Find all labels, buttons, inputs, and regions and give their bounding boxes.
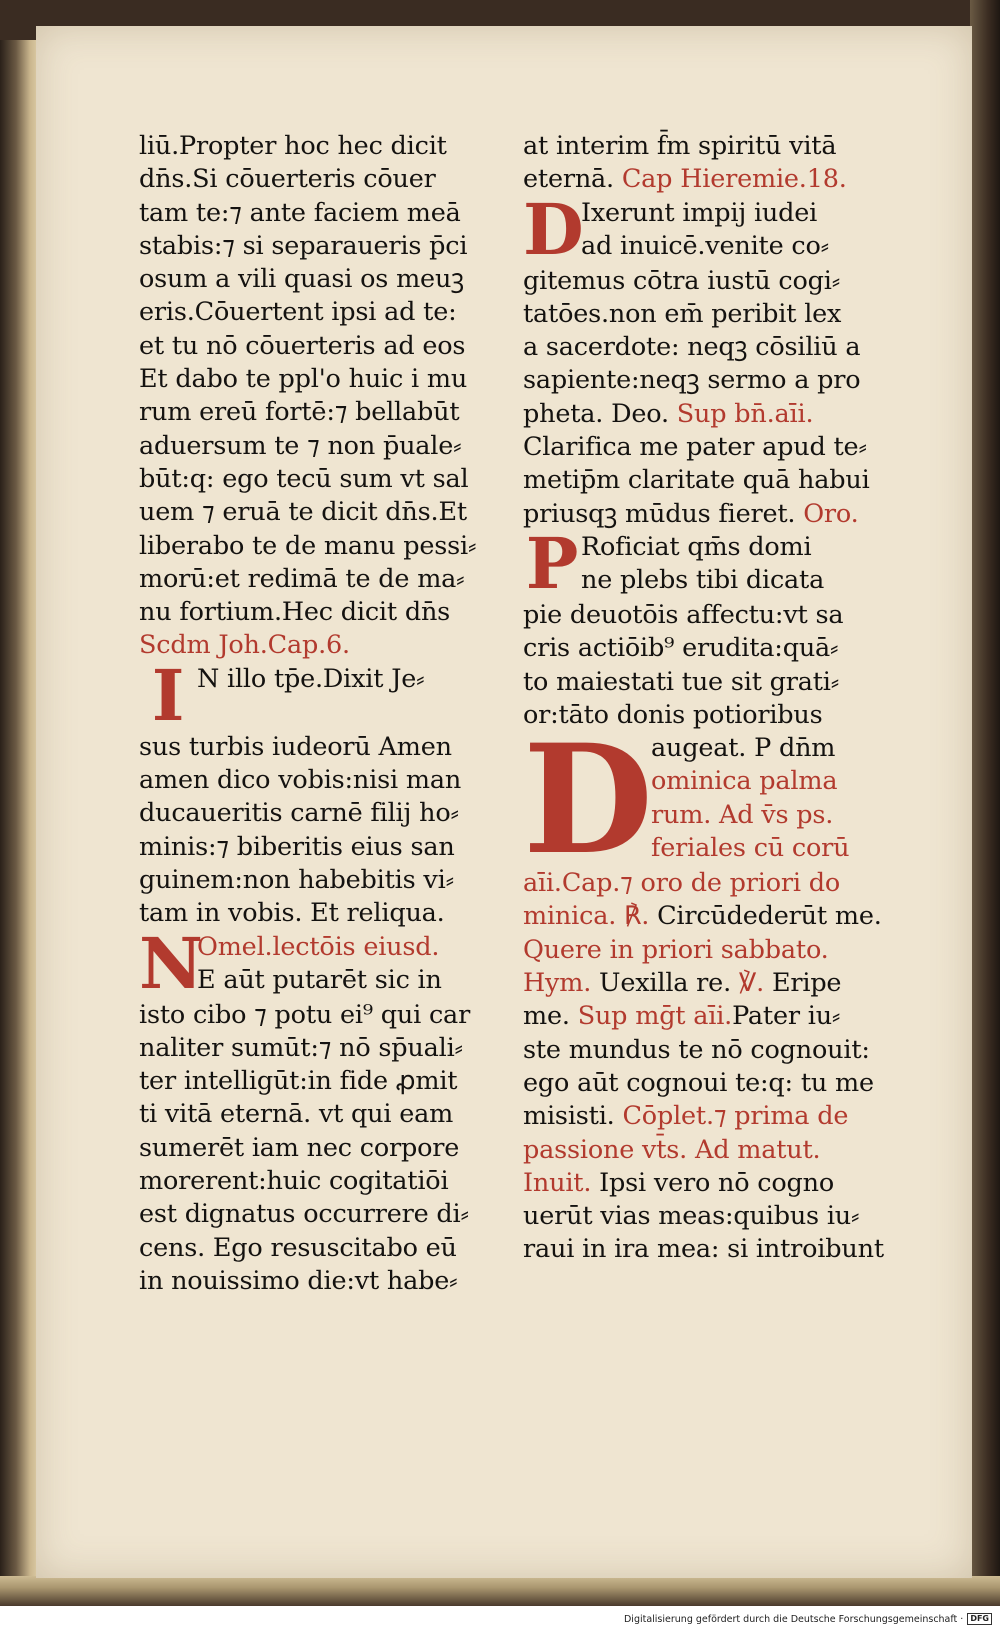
body-text: guinem:non habebitis vi⸗ — [139, 864, 454, 895]
left-block-rubric-1 — [139, 629, 559, 662]
body-text: et tu nō cōuerteris ad eos — [139, 330, 466, 361]
text-line — [523, 498, 963, 531]
body-text: ter intelligūt:in fide ꝓmit — [139, 1066, 458, 1097]
text-line — [139, 999, 559, 1032]
text-line — [523, 431, 963, 464]
text-line — [139, 430, 559, 463]
rubric-text: Scdm Joh.Cap.6. — [139, 630, 350, 661]
body-text: ne plebs tibi dicata — [581, 565, 825, 596]
text-line — [523, 900, 963, 933]
text-line — [139, 897, 559, 930]
body-text: sapiente:neqꝫ sermo a pro — [523, 365, 861, 396]
text-line — [523, 1000, 963, 1033]
initial-letter-d: D — [523, 187, 584, 271]
body-text: amen dico vobis:nisi man — [139, 765, 462, 796]
text-line — [139, 230, 559, 263]
rubric-text: Hym. — [523, 968, 600, 999]
text-line — [139, 563, 559, 596]
body-text: rum ereū fortē:⁊ bellabūt — [139, 397, 460, 428]
body-text: Uexilla re. — [599, 968, 739, 999]
body-text: augeat. P dn̄m — [651, 733, 836, 764]
body-text: est dignatus occurrere di⸗ — [139, 1199, 469, 1230]
funding-credit: Digitalisierung gefördert durch die Deutsche Forschungsgemeinschaft · — [623, 1613, 964, 1625]
body-text: cens. Ego resuscitabo eū — [139, 1232, 457, 1263]
text-line — [523, 163, 963, 196]
text-line — [139, 596, 559, 629]
body-text: Eripe — [771, 968, 842, 999]
body-text: liberabo te de manu pessi⸗ — [139, 530, 477, 561]
rubric-text: Oro. — [803, 498, 859, 529]
text-line — [139, 396, 559, 429]
right-block-3 — [523, 265, 963, 531]
body-text: Roficiat qm̄s domi — [581, 531, 812, 562]
book-edge-bottom — [0, 1576, 1000, 1606]
text-line — [523, 1134, 963, 1167]
body-text: pheta. Deo. — [523, 398, 677, 429]
initial-letter-d-large: D — [523, 712, 653, 889]
rubric-text: Sup bn̄.aīi. — [676, 398, 814, 429]
body-text: Ixerunt impij iudei — [581, 197, 818, 228]
rubric-text: Quere in priori sabbato. — [523, 934, 829, 965]
body-text: ego aūt cognoui te:q: tu me — [523, 1067, 874, 1098]
body-text: or:tāto donis potioribus — [523, 699, 823, 730]
text-line — [523, 398, 963, 431]
rubric-text: ℣. — [738, 968, 772, 999]
rubric-text: Cōplet.⁊ prima de — [622, 1101, 849, 1132]
left-block-2 — [139, 663, 559, 696]
initial-letter-i: I — [151, 653, 185, 737]
body-text: raui in ira mea: si introibunt — [523, 1234, 884, 1265]
body-text: ste mundus te nō cognouit: — [523, 1034, 870, 1065]
left-block-3 — [139, 731, 559, 931]
rubric-text: Inuit. — [523, 1167, 600, 1198]
digitization-footer — [0, 1606, 1000, 1632]
dfg-logo-badge: DFG — [967, 1613, 992, 1625]
left-block-1 — [139, 130, 559, 629]
body-text: uem ⁊ eruā te dicit dn̄s.Et — [139, 497, 467, 528]
text-line — [139, 964, 559, 997]
text-line — [523, 364, 963, 397]
body-text: ti vitā eternā. vt qui eam — [139, 1099, 454, 1130]
text-line — [523, 464, 963, 497]
body-text: Circūdederūt me. — [657, 901, 882, 932]
body-text: liū.Propter hoc hec dicit — [139, 131, 447, 161]
text-line — [139, 764, 559, 797]
body-text: to maiestati tue sit grati⸗ — [523, 666, 840, 697]
text-line — [523, 599, 963, 632]
text-line — [523, 967, 963, 1000]
body-text: misisti. — [523, 1101, 623, 1132]
body-text: Et dabo te ppl'o huic i mu — [139, 364, 468, 395]
body-text: stabis:⁊ si separaueris p̄ci — [139, 230, 468, 261]
text-line — [523, 699, 963, 732]
body-text: cris actiōib⁹ erudita:quā⸗ — [523, 633, 839, 664]
body-text: eternā. — [523, 164, 622, 195]
body-text: uerūt vias meas:quibus iu⸗ — [523, 1201, 860, 1232]
rubric-text: aīi.Cap.⁊ oro de priori do — [523, 868, 841, 899]
text-line — [523, 531, 963, 564]
text-line — [523, 632, 963, 665]
body-text: me. — [523, 1001, 578, 1032]
text-line — [139, 263, 559, 296]
body-text: būt:q: ego tecū sum vt sal — [139, 463, 469, 494]
text-line — [139, 130, 559, 163]
right-block-1 — [523, 130, 963, 197]
body-text: at interim f̄m spiritū vitā — [523, 131, 837, 161]
text-line — [139, 1098, 559, 1131]
text-line — [139, 931, 559, 964]
body-text: priusqꝫ mūdus fieret. — [523, 498, 804, 529]
body-text: metip̄m claritate quā habui — [523, 465, 870, 496]
book-edge-left — [0, 40, 40, 1606]
left-block-4 — [139, 921, 559, 1005]
text-line — [139, 330, 559, 363]
text-line — [523, 265, 963, 298]
text-line — [139, 463, 559, 496]
body-text: tam in vobis. Et reliqua. — [139, 898, 445, 929]
body-text: osum a vili quasi os meuꝫ — [139, 264, 465, 295]
right-block-2 — [523, 187, 963, 271]
text-line — [139, 1265, 559, 1298]
text-line — [523, 197, 963, 230]
body-text: Ipsi vero nō cogno — [599, 1167, 835, 1198]
initial-letter-n: N — [139, 921, 203, 1005]
text-line — [523, 298, 963, 331]
body-text: isto cibo ⁊ potu ei⁹ qui car — [139, 999, 471, 1030]
body-text: sus turbis iudeorū Amen — [139, 731, 452, 762]
right-block-5 — [523, 599, 963, 732]
text-line — [523, 230, 963, 263]
text-line — [139, 1232, 559, 1265]
text-line — [139, 496, 559, 529]
rubric-text: Sup mḡt aīi. — [577, 1001, 733, 1032]
rubric-text: rum. Ad v̄s ps. — [651, 799, 834, 830]
body-text: eris.Cōuertent ipsi ad te: — [139, 297, 457, 328]
text-line — [139, 530, 559, 563]
left-block-5 — [139, 999, 559, 1299]
body-text: E aūt putarēt sic in — [197, 964, 442, 995]
rubric-text: minica. ℟. — [523, 901, 658, 932]
text-line — [139, 831, 559, 864]
text-line — [139, 864, 559, 897]
text-line — [139, 296, 559, 329]
right-block-7 — [523, 867, 963, 1267]
body-text: tatōes.non em̄ peribit lex — [523, 298, 842, 329]
body-text: minis:⁊ biberitis eius san — [139, 831, 455, 862]
text-line — [139, 797, 559, 830]
text-line — [523, 130, 963, 163]
text-column-left — [139, 130, 559, 1298]
body-text: sumerēt iam nec corpore — [139, 1132, 460, 1163]
text-line — [523, 1200, 963, 1233]
rubric-text: Cap Hieremie.18. — [621, 164, 847, 195]
text-line — [523, 1067, 963, 1100]
text-line — [139, 1165, 559, 1198]
text-line — [139, 731, 559, 764]
right-block-4 — [523, 521, 963, 605]
text-line — [139, 197, 559, 230]
text-column-right — [523, 130, 963, 1267]
body-text: tam te:⁊ ante faciem meā — [139, 197, 461, 228]
rubric-text: Omel.lectōis eiusd. — [197, 931, 440, 962]
body-text: in nouissimo die:vt habe⸗ — [139, 1265, 458, 1296]
text-line — [139, 1198, 559, 1231]
text-line — [139, 663, 559, 696]
text-line — [139, 1032, 559, 1065]
body-text: N illo tp̄e.Dixit Je⸗ — [197, 663, 425, 694]
body-text: morū:et redimā te de ma⸗ — [139, 563, 465, 594]
page-leaf — [36, 26, 972, 1578]
text-line — [523, 1100, 963, 1133]
text-line — [523, 867, 963, 900]
body-text: Clarifica me pater apud te⸗ — [523, 432, 867, 463]
text-line — [523, 564, 963, 597]
text-line — [139, 629, 559, 662]
body-text: a sacerdote: neqꝫ cōsiliū a — [523, 332, 861, 363]
body-text: morerent:huic cogitatiōi — [139, 1166, 449, 1197]
text-line — [523, 934, 963, 967]
book-edge-right — [970, 0, 1000, 1606]
rubric-text: passione vt̄s. Ad matut. — [523, 1134, 821, 1165]
text-line — [139, 163, 559, 196]
body-text: naliter sumūt:⁊ nō sp̄uali⸗ — [139, 1032, 463, 1063]
body-text: aduersum te ⁊ non p̄uale⸗ — [139, 430, 462, 461]
text-line — [139, 1132, 559, 1165]
body-text: nu fortium.Hec dicit dn̄s — [139, 597, 451, 628]
rubric-text: ominica palma — [651, 766, 838, 797]
body-text: dn̄s.Si cōuerteris cōuer — [139, 164, 436, 195]
body-text: ducaueritis carnē filij ho⸗ — [139, 798, 459, 829]
initial-letter-p: P — [525, 521, 579, 605]
body-text: Pater iu⸗ — [732, 1001, 841, 1032]
rubric-text: feriales cū corū — [651, 833, 850, 864]
body-text: ad inuicē.venite co⸗ — [581, 230, 829, 261]
text-line — [523, 666, 963, 699]
body-text: gitemus cōtra iustū cogi⸗ — [523, 265, 841, 296]
text-line — [523, 1167, 963, 1200]
body-text: pie deuotōis affectu:vt sa — [523, 599, 844, 630]
text-line — [139, 1065, 559, 1098]
text-line — [523, 1233, 963, 1266]
text-line — [523, 1034, 963, 1067]
text-line — [139, 363, 559, 396]
text-line — [523, 331, 963, 364]
